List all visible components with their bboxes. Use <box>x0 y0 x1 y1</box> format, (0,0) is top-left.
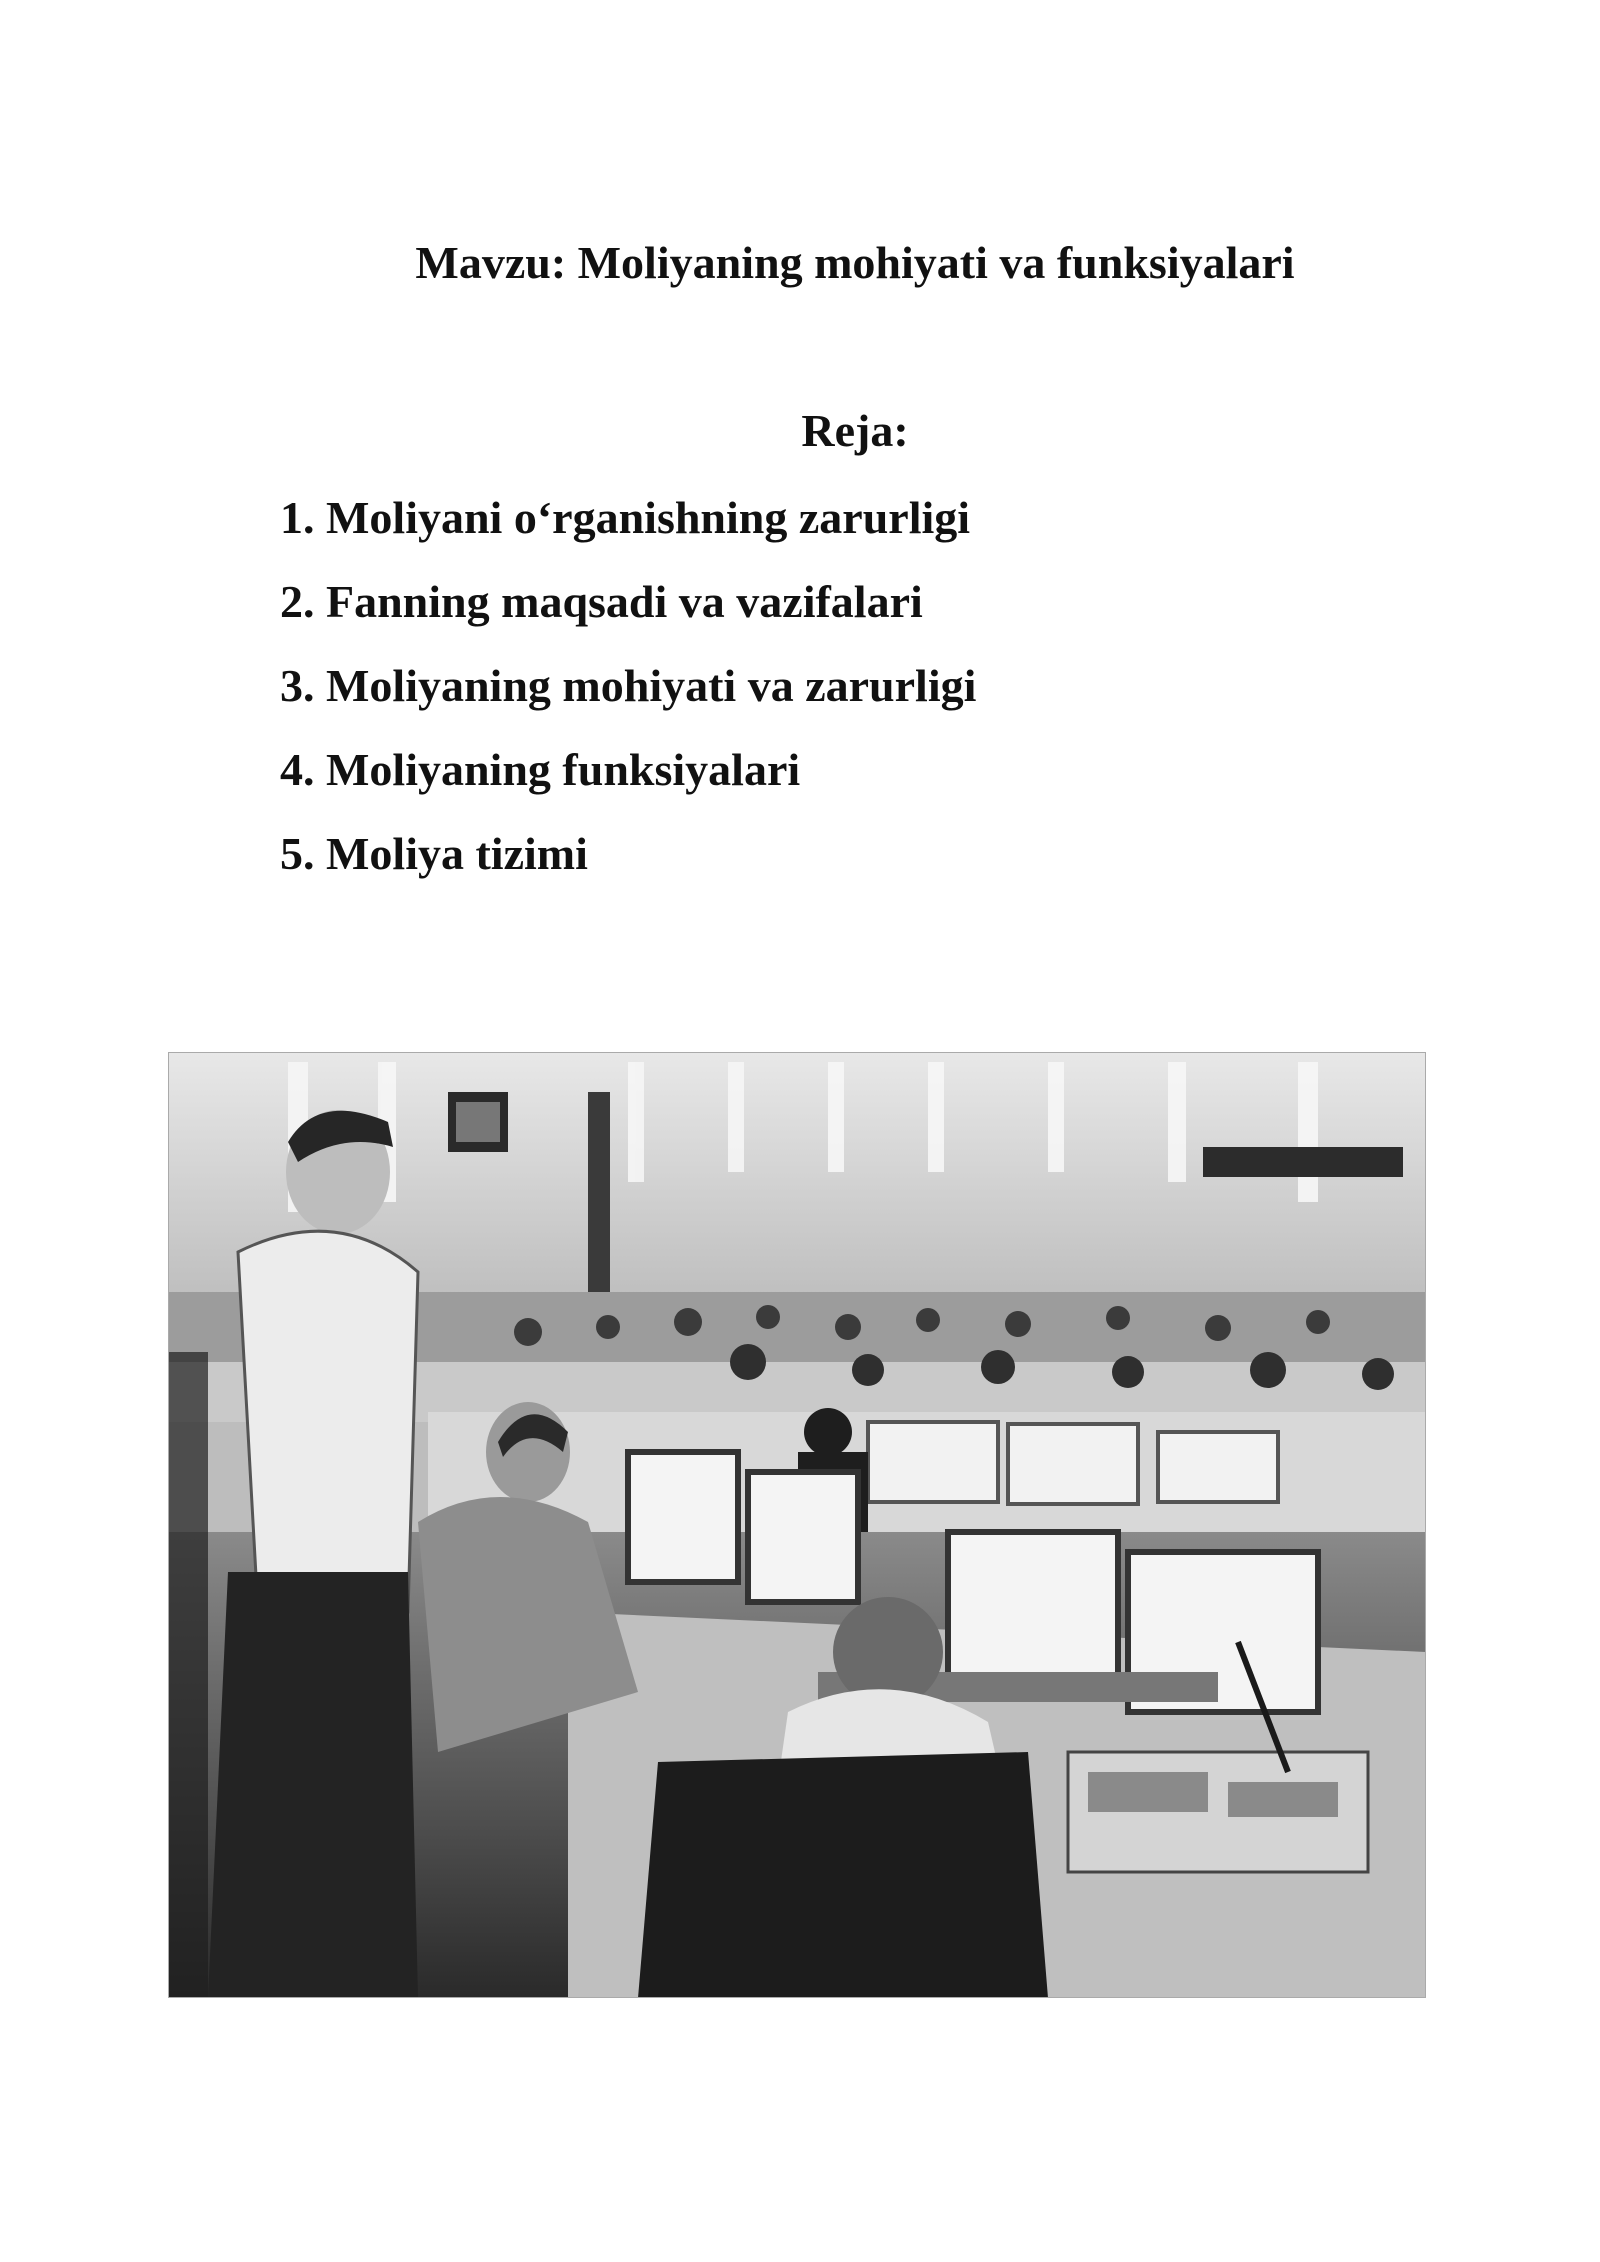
plan-item: 5. Moliya tizimi <box>280 828 588 879</box>
plan-item: 2. Fanning maqsadi va vazifalari <box>280 576 923 627</box>
document-title: Mavzu: Moliyaning mohiyati va funksiyalari <box>415 237 1295 288</box>
plan-list <box>280 486 976 906</box>
plan-heading: Reja: <box>801 405 909 456</box>
plan-item: 1. Moliyani o‘rganishning zarurligi <box>280 492 971 543</box>
trading-floor-illustration <box>168 1052 1426 1998</box>
plan-item: 4. Moliyaning funksiyalari <box>280 744 801 795</box>
plan-item: 3. Moliyaning mohiyati va zarurligi <box>280 660 977 711</box>
trading-floor-photo <box>168 1052 1426 1998</box>
